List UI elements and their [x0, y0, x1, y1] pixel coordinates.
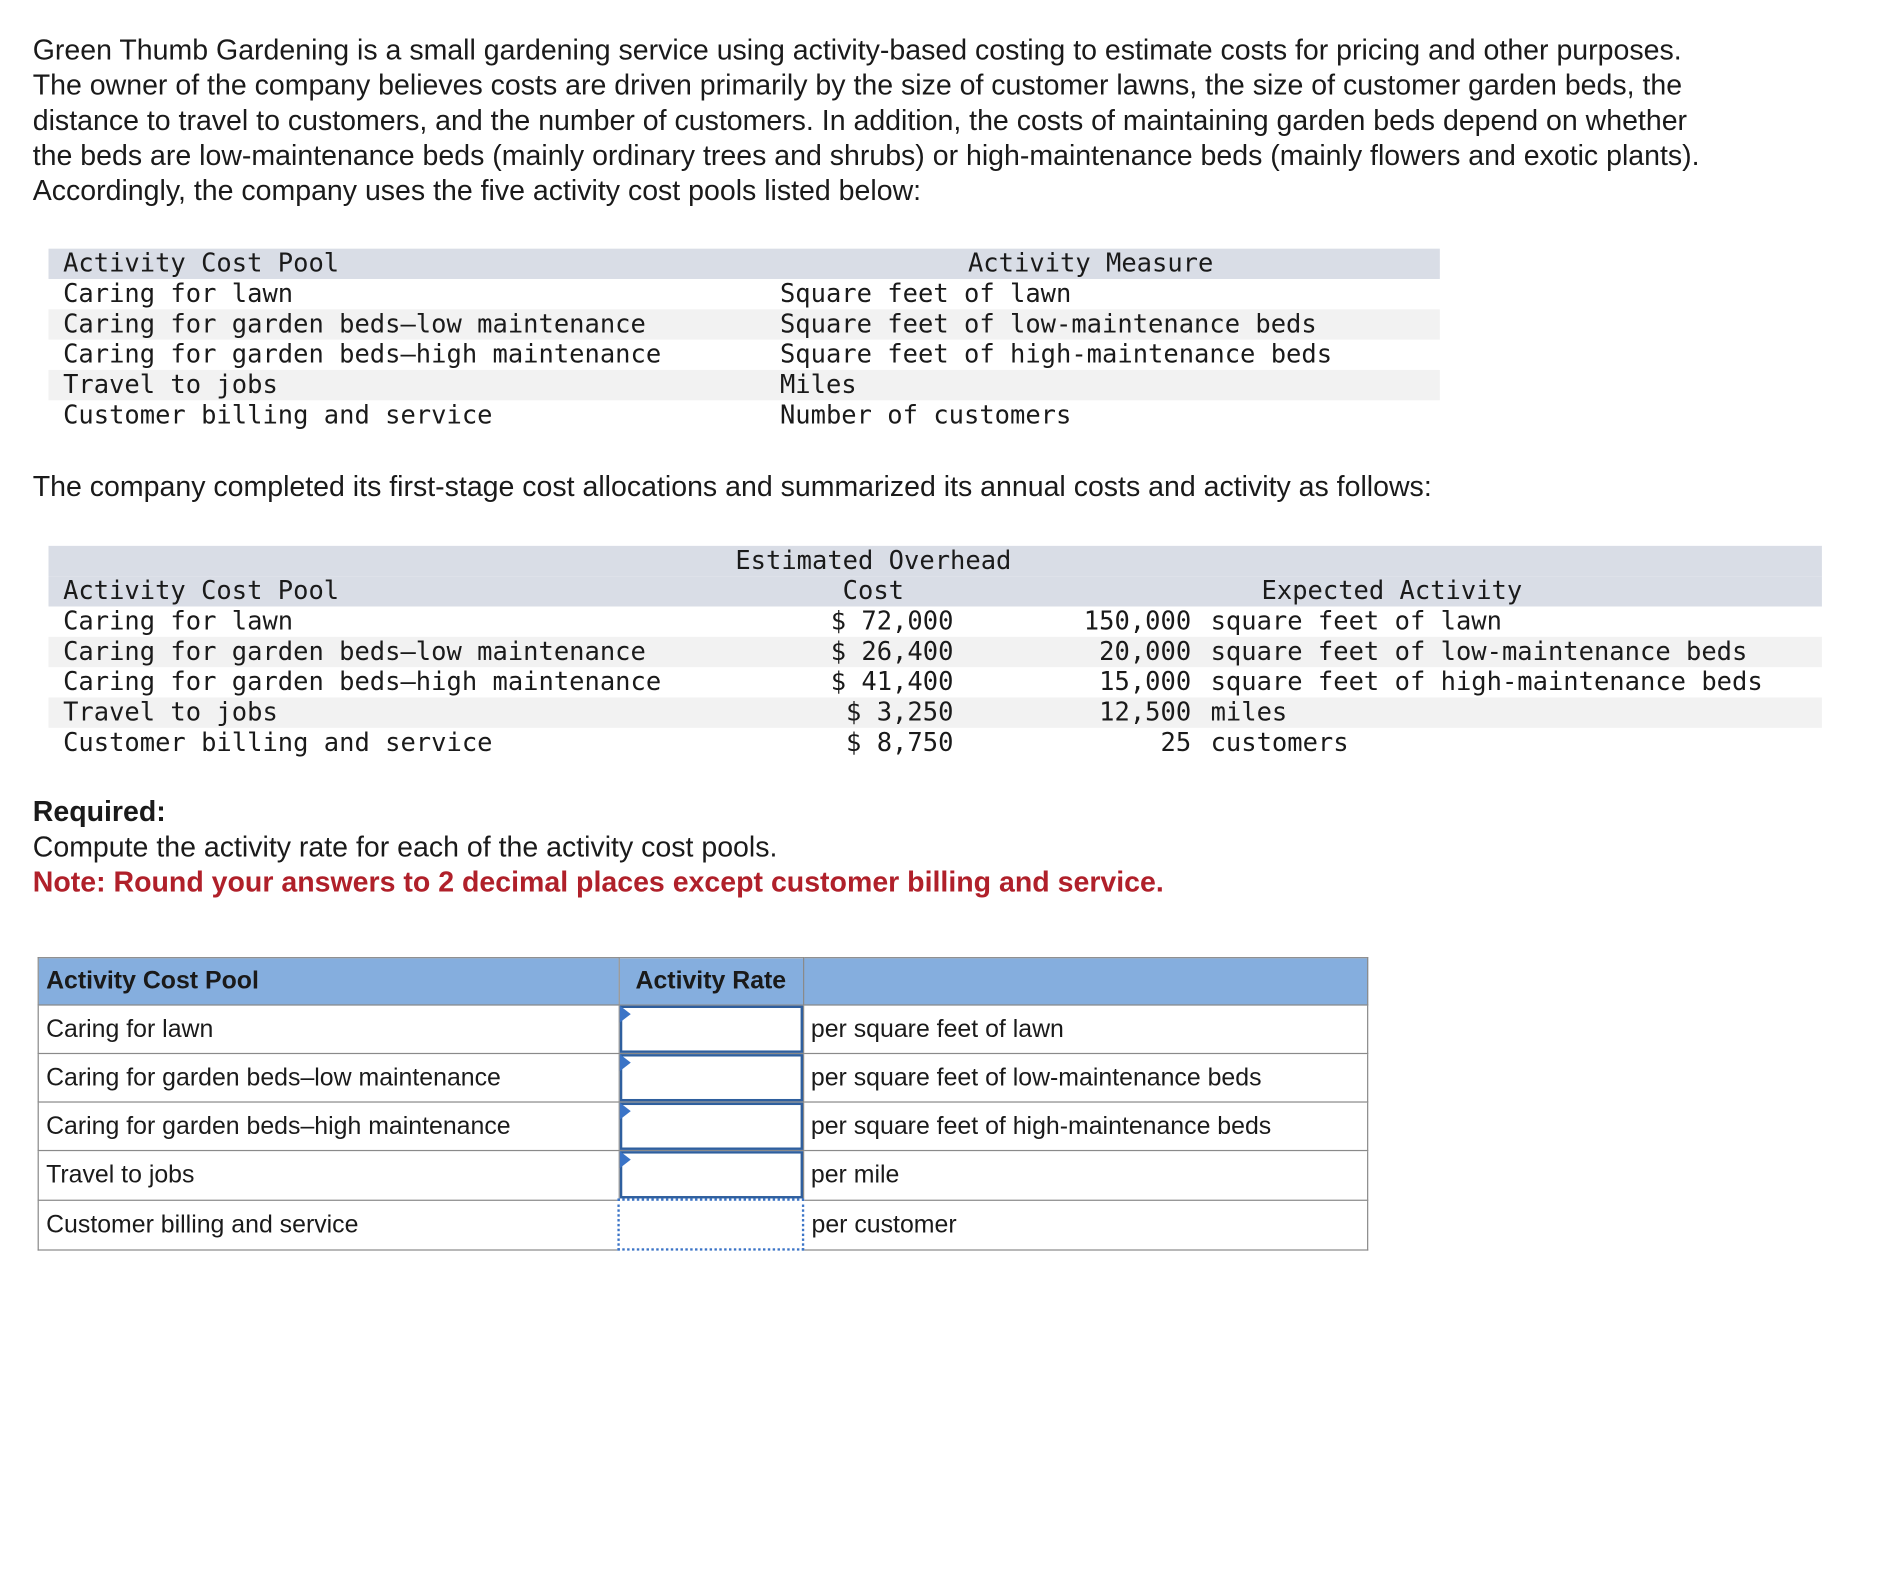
rate-unit: per square feet of low-maintenance beds [803, 1053, 1368, 1102]
expected-quantity: 150,000 [1083, 606, 1192, 636]
table-row [49, 279, 1440, 309]
pool-name: Travel to jobs [63, 697, 278, 727]
table-row [49, 400, 1440, 430]
pool-name: Caring for garden beds–low maintenance [63, 309, 646, 339]
table-row [49, 637, 1822, 667]
pool-name: Caring for garden beds–high maintenance [63, 339, 662, 369]
intro-line: the beds are low-maintenance beds (mainly ordinary trees and shrubs) or high-maintenance beds (mainly flowers and exotic plants). [32, 139, 1700, 172]
pool-name: Caring for garden beds–high maintenance [38, 1102, 618, 1151]
rate-input-high-maintenance[interactable] [619, 1103, 802, 1150]
pool-name: Caring for garden beds–low maintenance [63, 636, 646, 666]
header-activity-cost-pool: Activity Cost Pool [38, 958, 618, 1005]
header-activity-cost-pool: Activity Cost Pool [63, 248, 340, 278]
rate-cell [619, 1200, 803, 1250]
intro-line: The owner of the company believes costs are driven primarily by the size of customer lawns, the size of customer garden beds, the [32, 69, 1683, 101]
table-row [38, 1151, 1367, 1200]
overhead-cost: $ 3,250 [846, 697, 954, 727]
table-header-row [38, 958, 1367, 1005]
table-row [49, 697, 1822, 727]
activity-unit: miles [1210, 697, 1288, 727]
overhead-cost: $ 8,750 [846, 727, 954, 757]
table-row [49, 728, 1822, 758]
header-activity-measure: Activity Measure [967, 248, 1214, 278]
pool-name: Customer billing and service [38, 1200, 618, 1250]
rounding-note: Note: Round your answers to 2 decimal places except customer billing and service. [32, 866, 1164, 898]
rate-unit: per square feet of lawn [803, 1005, 1368, 1054]
table-row [49, 309, 1440, 339]
answer-flag-icon [619, 1006, 630, 1023]
activity-rate-answer-table [38, 957, 1369, 1251]
activity-measure: Miles [779, 369, 857, 400]
rate-cell [619, 1151, 803, 1200]
activity-measure: Square feet of low-maintenance beds [779, 309, 1317, 339]
pool-name: Caring for lawn [63, 278, 294, 309]
activity-measures-table [49, 249, 1440, 431]
pool-name: Travel to jobs [63, 369, 278, 400]
rate-cell [619, 1102, 803, 1151]
expected-quantity: 12,500 [1099, 697, 1192, 727]
answer-flag-icon [619, 1103, 630, 1120]
rate-unit: per mile [803, 1151, 1368, 1200]
pool-name: Caring for garden beds–high maintenance [63, 667, 662, 697]
expected-quantity: 15,000 [1099, 667, 1192, 697]
pool-name: Customer billing and service [63, 400, 493, 430]
rate-unit: per square feet of high-maintenance beds [803, 1102, 1368, 1151]
overhead-cost: $ 26,400 [830, 636, 954, 666]
table-row [38, 1102, 1367, 1151]
expected-quantity: 20,000 [1099, 636, 1192, 666]
pool-name: Caring for lawn [63, 606, 294, 636]
middle-text: The company completed its first-stage cost allocations and summarized its annual costs and activity as follows: [32, 470, 1432, 503]
intro-line: Green Thumb Gardening is a small gardening service using activity-based costing to estimate costs for pricing and other purposes. [32, 33, 1682, 66]
table-header-row [49, 546, 1822, 576]
activity-unit: square feet of high-maintenance beds [1210, 667, 1763, 697]
pool-name: Customer billing and service [63, 727, 493, 757]
expected-quantity: 25 [1160, 727, 1192, 757]
header-activity-rate: Activity Rate [619, 958, 803, 1005]
rate-cell [619, 1053, 803, 1102]
pool-name: Caring for garden beds–low maintenance [38, 1053, 618, 1102]
overhead-cost: $ 41,400 [830, 667, 954, 697]
activity-measure: Square feet of lawn [779, 278, 1072, 309]
table-row [49, 340, 1440, 370]
overhead-cost: $ 72,000 [830, 606, 954, 636]
activity-unit: customers [1210, 727, 1349, 757]
intro-line: Accordingly, the company uses the five activity cost pools listed below: [32, 174, 922, 207]
header-cost: Cost [842, 576, 905, 606]
rate-input-low-maintenance[interactable] [619, 1054, 802, 1101]
required-label: Required: [32, 795, 166, 828]
answer-flag-icon [619, 1054, 630, 1071]
rate-cell [619, 1005, 803, 1054]
activity-measure: Number of customers [779, 400, 1072, 430]
table-row [38, 1053, 1367, 1102]
header-activity-cost-pool: Activity Cost Pool [63, 576, 340, 606]
activity-unit: square feet of lawn [1210, 606, 1502, 636]
required-instruction: Compute the activity rate for each of the activity cost pools. [32, 830, 778, 863]
activity-unit: square feet of low-maintenance beds [1210, 636, 1748, 666]
activity-measure: Square feet of high-maintenance beds [779, 339, 1333, 369]
rate-input-customer-billing[interactable] [620, 1201, 802, 1248]
header-unit [803, 958, 1368, 1005]
intro-line: distance to travel to customers, and the number of customers. In addition, the costs of maintaining garden beds depend on whether [32, 104, 1688, 136]
intro-paragraph [33, 33, 1889, 209]
table-row [38, 1005, 1367, 1054]
pool-name: Caring for lawn [38, 1005, 618, 1054]
table-row [49, 667, 1822, 697]
rate-unit: per customer [803, 1200, 1368, 1250]
header-estimated-overhead: Estimated Overhead [735, 545, 1012, 575]
table-header-row [49, 249, 1440, 279]
table-row [49, 370, 1440, 400]
header-expected-activity: Expected Activity [1261, 576, 1523, 606]
required-section [33, 795, 1164, 901]
table-row [38, 1200, 1367, 1250]
rate-input-travel[interactable] [619, 1151, 802, 1198]
answer-flag-icon [619, 1151, 630, 1168]
table-row [49, 607, 1822, 637]
overhead-cost-table [49, 546, 1822, 758]
pool-name: Travel to jobs [38, 1151, 618, 1200]
rate-input-caring-for-lawn[interactable] [619, 1006, 802, 1053]
table-header-row [49, 576, 1822, 606]
